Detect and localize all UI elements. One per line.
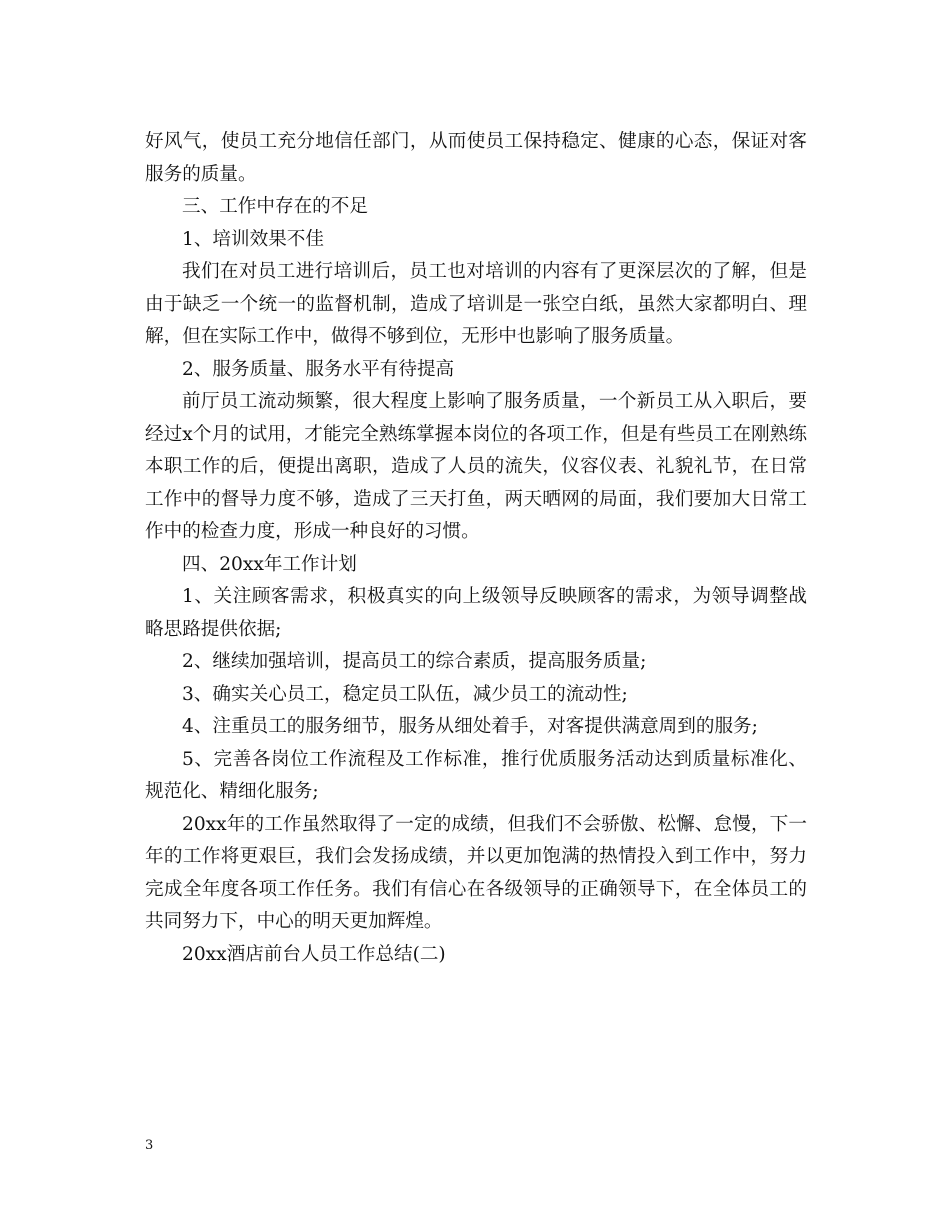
subheading-training: 1、培训效果不佳	[182, 228, 324, 250]
page-number: 3	[145, 1138, 154, 1153]
plan-item-4: 4、注重员工的服务细节，服务从细处着手，对客提供满意周到的服务;	[182, 716, 758, 737]
paragraph-training: 我们在对员工进行培训后，员工也对培训的内容有了更深层次的了解，但是由于缺乏一个统一的监督机制，造成了培训是一张空白纸，虽然大家都明白、理解，但在实际工作中，做得不够到位，无形中也影响了服务质量。	[145, 261, 807, 347]
plan-item-2: 2、继续加强培训，提高员工的综合素质，提高服务质量;	[182, 651, 647, 672]
section-heading-shortcomings: 三、工作中存在的不足	[182, 196, 368, 217]
paragraph-service-quality: 前厅员工流动频繁，很大程度上影响了服务质量，一个新员工从入职后，要经过x个月的试用，才能完全熟练掌握本岗位的各项工作，但是有些员工在刚熟练本职工作的后，便提出离职，造成了人员的流失，仪容仪表、礼貌礼节，在日常工作中的督导力度不够，造成了三天打鱼，两天晒网的局面，我们要加大日常工作中的检查力度，形成一种良好的习惯。	[145, 391, 807, 542]
plan-item-3: 3、确实关心员工，稳定员工队伍，减少员工的流动性;	[182, 683, 628, 705]
paragraph-continuation: 好风气，使员工充分地信任部门，从而使员工保持稳定、健康的心态，保证对客服务的质量。	[145, 131, 807, 185]
paragraph-conclusion: 20xx年的工作虽然取得了一定的成绩，但我们不会骄傲、松懈、怠慢，下一年的工作将更艰巨，我们会发扬成绩，并以更加饱满的热情投入到工作中，努力完成全年度各项工作任务。我们有信心在各级领导的正确领导下，在全体员工的共同努力下，中心的明天更加辉煌。	[145, 813, 807, 932]
plan-item-1: 1、关注顾客需求，积极真实的向上级领导反映顾客的需求，为领导调整战略思路提供依据;	[145, 586, 807, 640]
next-section-title: 20xx酒店前台人员工作总结(二)	[182, 943, 446, 965]
section-heading-work-plan: 四、20xx年工作计划	[182, 553, 357, 575]
plan-item-5: 5、完善各岗位工作流程及工作标准，推行优质服务活动达到质量标准化、规范化、精细化服务;	[145, 748, 807, 802]
body-text	[145, 126, 807, 971]
subheading-service-quality: 2、服务质量、服务水平有待提高	[182, 358, 455, 380]
